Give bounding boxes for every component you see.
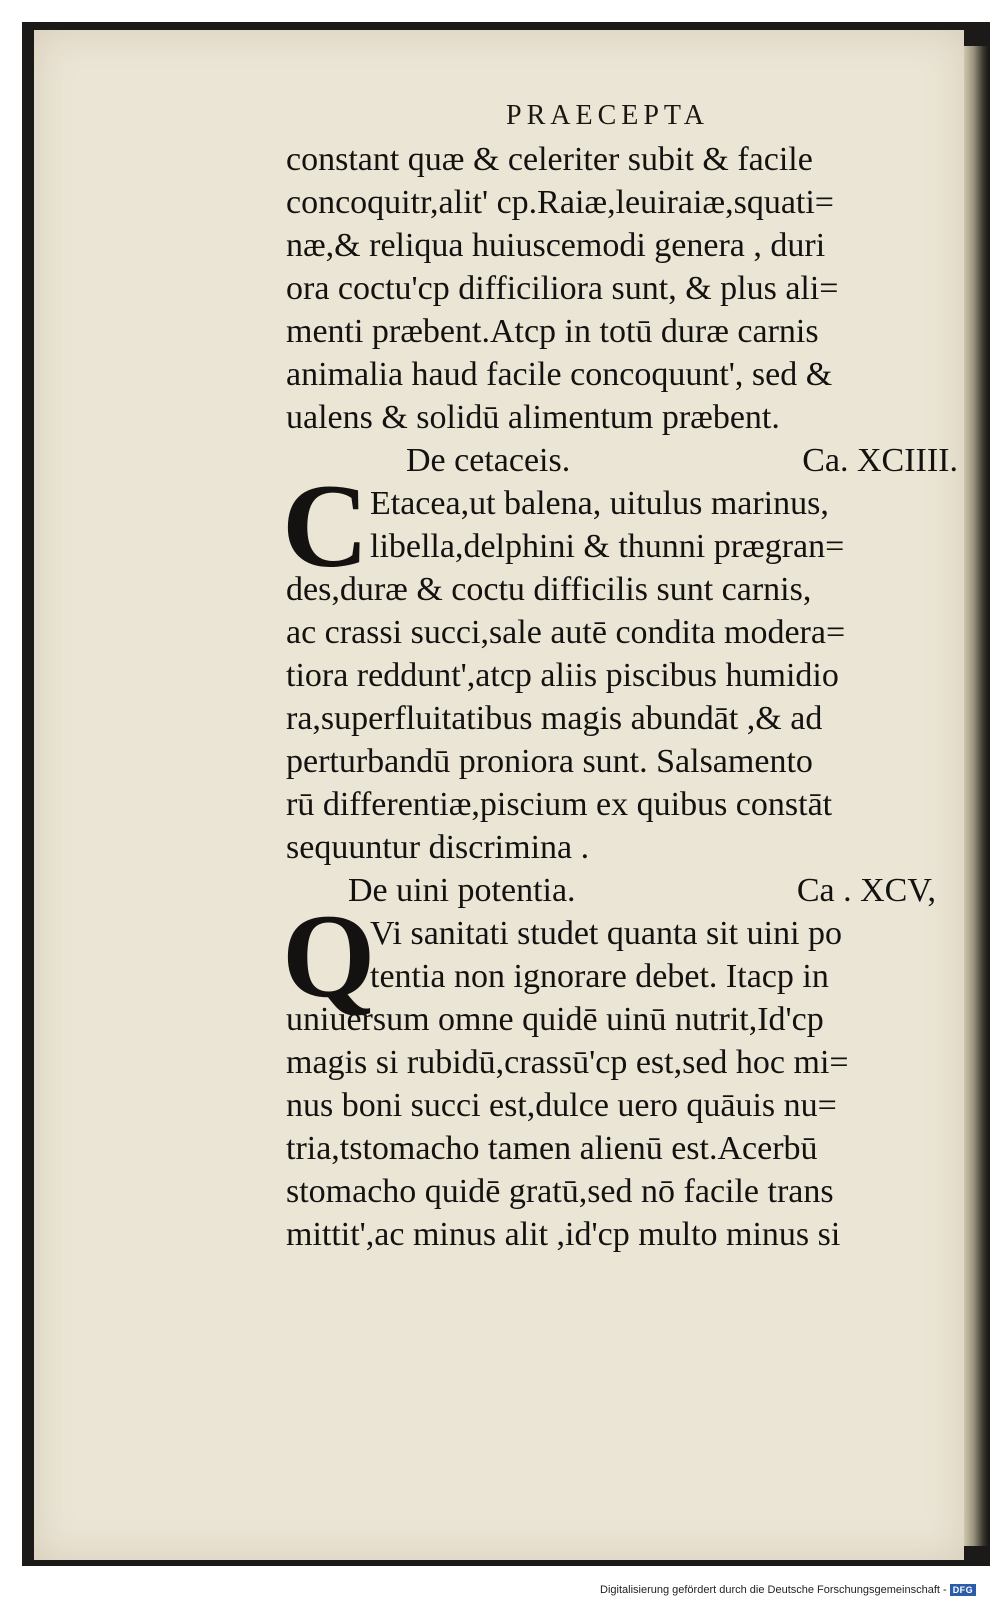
- text-line: ra,superfluitatibus magis abundāt ,& ad: [286, 700, 823, 737]
- text-line: uniuersum omne quidē uinū nutrit,Id'cp: [286, 1001, 824, 1038]
- text-line: næ,& reliqua huiuscemodi genera , duri: [286, 227, 826, 264]
- text-line: rū differentiæ,piscium ex quibus constāt: [286, 786, 833, 823]
- dfg-logo-icon: DFG: [950, 1584, 977, 1596]
- drop-cap: Q: [282, 889, 376, 1022]
- text-line: ora coctu'cp difficiliora sunt, & plus ali=: [286, 270, 839, 307]
- drop-cap: C: [282, 459, 369, 592]
- digitization-footer: [600, 1584, 976, 1596]
- chapter-number: Ca . XCV,: [796, 872, 936, 909]
- text-block: [282, 138, 958, 1256]
- chapter-title: De cetaceis.: [406, 442, 571, 479]
- text-line: menti præbent.Atcp in totū duræ carnis: [286, 313, 819, 350]
- running-head: PRAECEPTA: [506, 100, 710, 131]
- text-line: sequuntur discrimina .: [286, 829, 590, 866]
- chapter-heading-uini: [286, 869, 958, 912]
- text-line: perturbandū proniora sunt. Salsamento: [286, 743, 813, 780]
- page-edge: [964, 46, 988, 1546]
- text-line: ac crassi succi,sale autē condita modera=: [286, 614, 846, 651]
- chapter-number: Ca. XCIIII.: [802, 442, 958, 479]
- text-line: libella,delphini & thunni prægran=: [370, 528, 845, 565]
- text-line: tria,tstomacho tamen alienū est.Acerbū: [286, 1130, 818, 1167]
- text-line: tentia non ignorare debet. Itacp in: [370, 958, 829, 995]
- text-line: constant quæ & celeriter subit & facile: [286, 141, 813, 178]
- text-line: tiora reddunt',atcp aliis piscibus humidio: [286, 657, 839, 694]
- text-line: magis si rubidū,crassū'cp est,sed hoc mi=: [286, 1044, 849, 1081]
- text-line: Etacea,ut balena, uitulus marinus,: [370, 485, 829, 522]
- footer-credit: Digitalisierung gefördert durch die Deutsche Forschungsgemeinschaft -: [600, 1584, 947, 1596]
- text-line: Vi sanitati studet quanta sit uini po: [370, 915, 843, 952]
- text-line: mittit',ac minus alit ,id'cp multo minus si: [286, 1216, 841, 1253]
- chapter-heading-cetaceis: [286, 439, 958, 482]
- text-line: concoquitr,alit' cp.Raiæ,leuiraiæ,squati=: [286, 184, 834, 221]
- chapter-title: De uini potentia.: [348, 872, 576, 909]
- text-line: nus boni succi est,dulce uero quāuis nu=: [286, 1087, 837, 1124]
- text-line: stomacho quidē gratū,sed nō facile trans: [286, 1173, 834, 1210]
- text-line: des,duræ & coctu difficilis sunt carnis,: [286, 571, 812, 608]
- text-line: ualens & solidū alimentum præbent.: [286, 399, 780, 436]
- text-line: animalia haud facile concoquunt', sed &: [286, 356, 833, 393]
